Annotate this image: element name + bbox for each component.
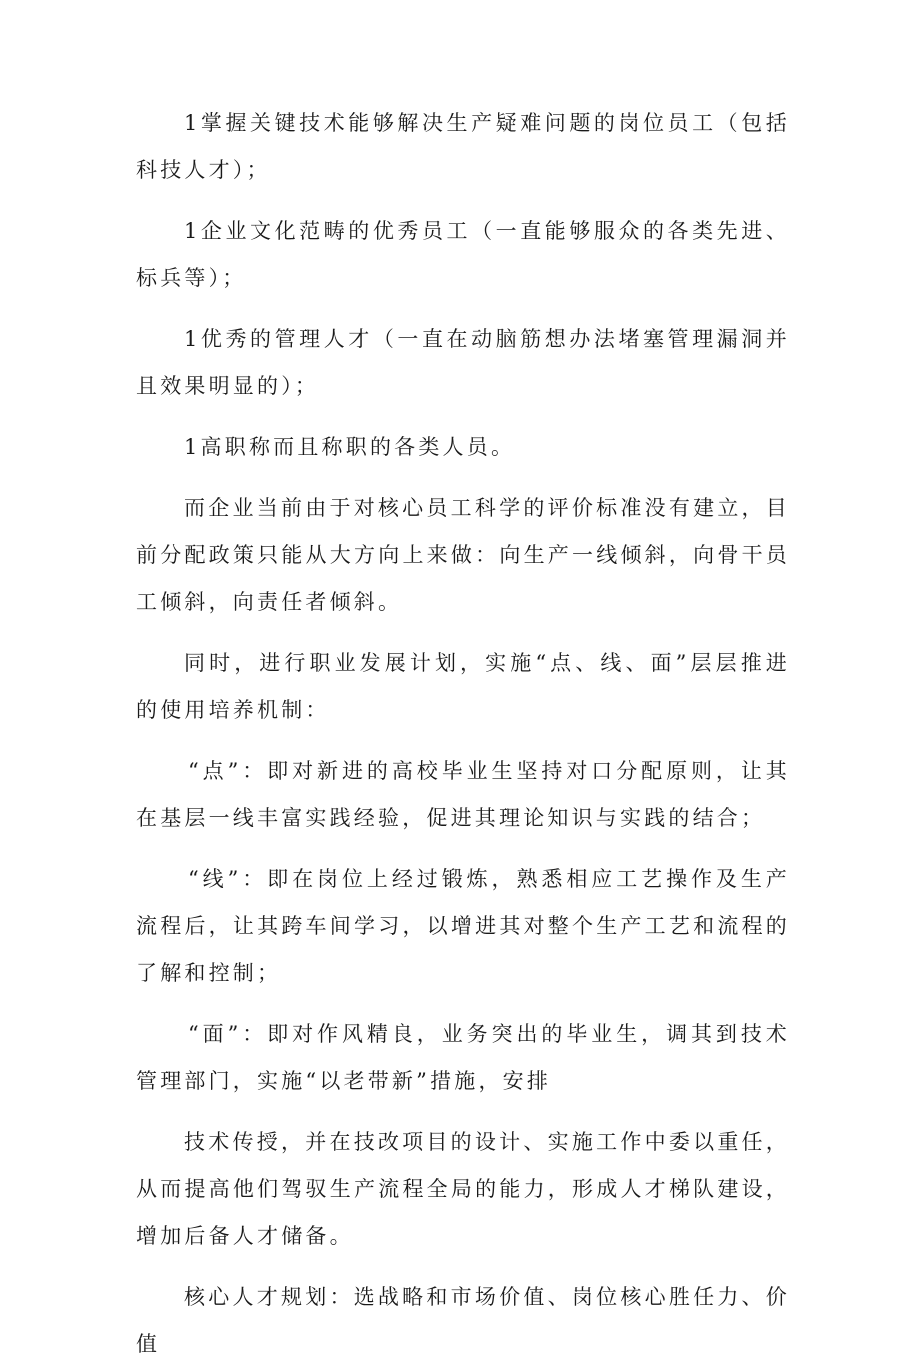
paragraph-culture-staff: 1企业文化范畴的优秀员工（一直能够服众的各类先进、标兵等）； — [136, 219, 790, 290]
paragraph-distribution-policy: 而企业当前由于对核心员工科学的评价标准没有建立，目前分配政策只能从大方向上来做：向生产一线倾斜，向骨干员工倾斜，向责任者倾斜。 — [136, 496, 790, 614]
paragraph-management-talent: 1优秀的管理人才（一直在动脑筋想办法堵塞管理漏洞并且效果明显的）； — [136, 327, 790, 398]
paragraph-career-plan: 同时，进行职业发展计划，实施“点、线、面”层层推进的使用培养机制： — [136, 651, 790, 722]
paragraph-point: “点”：即对新进的高校毕业生坚持对口分配原则，让其在基层一线丰富实践经验，促进其理论知识与实践的结合； — [136, 759, 790, 830]
paragraph-line: “线”：即在岗位上经过锻炼，熟悉相应工艺操作及生产流程后，让其跨车间学习，以增进其对整个生产工艺和流程的了解和控制； — [136, 867, 790, 985]
paragraph-senior-title-staff: 1高职称而且称职的各类人员。 — [184, 435, 516, 459]
paragraph-core-talent-plan: 核心人才规划：选战略和市场价值、岗位核心胜任力、价值 — [136, 1285, 790, 1356]
paragraph-key-tech-staff: 1掌握关键技术能够解决生产疑难问题的岗位员工（包括科技人才）； — [136, 111, 790, 182]
paragraph-surface: “面”：即对作风精良，业务突出的毕业生，调其到技术管理部门，实施“以老带新”措施，安排 — [136, 1022, 790, 1093]
paragraph-tech-transfer: 技术传授，并在技改项目的设计、实施工作中委以重任，从而提高他们驾驭生产流程全局的能力，形成人才梯队建设，增加后备人才储备。 — [136, 1130, 790, 1248]
